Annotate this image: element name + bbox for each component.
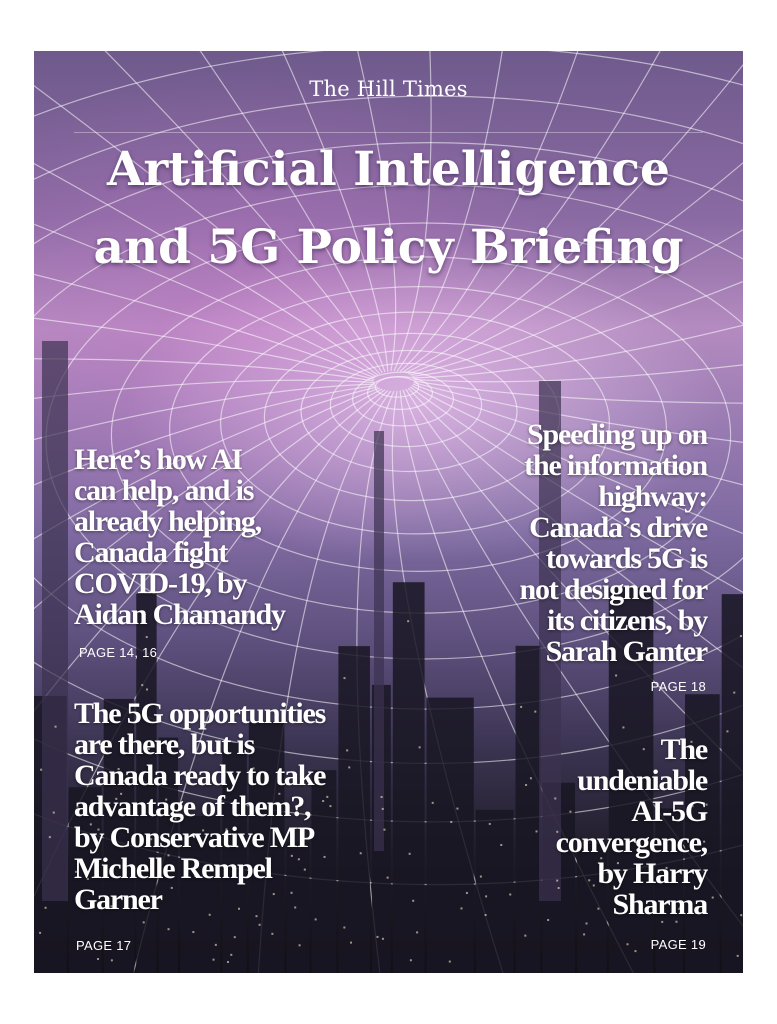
headline-line: by Conservative MP [74, 821, 315, 854]
headline-line: undeniable [577, 764, 707, 797]
headline-line: Canada ready to take [74, 759, 326, 792]
headline-line: advantage of them?, [74, 790, 311, 823]
headline-line: convergence, [555, 826, 707, 859]
cover-title-line-2: and 5G Policy Briefing [93, 220, 684, 275]
story-headline-ai-covid[interactable] [74, 444, 285, 630]
headline-line: AI-5G [631, 795, 707, 828]
headline-line: by Harry [597, 857, 707, 890]
story-page-ref: PAGE 19 [650, 937, 706, 952]
story-page-ref: PAGE 18 [650, 679, 706, 694]
headline-line: Canada fight [74, 536, 228, 569]
story-page-ref: PAGE 14, 16 [79, 645, 158, 660]
headline-line: are there, but is [74, 728, 255, 761]
headline-line: the information [524, 449, 707, 482]
headline-line: Garner [74, 883, 162, 916]
headline-line: The 5G opportunities [74, 697, 326, 730]
headline-line: can help, and is [74, 474, 254, 507]
headline-line: not designed for [519, 573, 707, 606]
headline-line: already helping, [74, 505, 261, 538]
headline-line: towards 5G is [545, 542, 707, 575]
headline-line: Sharma [612, 888, 707, 921]
headline-line: highway: [598, 480, 707, 513]
headline-line: Here’s how AI [74, 443, 242, 476]
cover-title-line-1: Artificial Intelligence [107, 142, 670, 197]
headline-line: The [660, 733, 707, 766]
story-page-ref: PAGE 17 [76, 938, 132, 953]
headline-line: Speeding up on [527, 418, 707, 451]
story-headline-5g-opportunities[interactable] [74, 698, 325, 915]
magazine-cover [34, 51, 743, 973]
story-headline-ai-5g-convergence[interactable] [556, 734, 707, 920]
headline-line: Sarah Ganter [545, 635, 707, 668]
headline-line: Aidan Chamandy [74, 598, 285, 631]
headline-line: COVID-19, by [74, 567, 247, 600]
cover-title [34, 131, 743, 287]
headline-line: its citizens, by [547, 604, 707, 637]
headline-line: Canada’s drive [529, 511, 707, 544]
publication-name: The Hill Times [309, 77, 468, 101]
story-headline-5g-citizens[interactable] [520, 419, 707, 667]
headline-line: Michelle Rempel [74, 852, 272, 885]
